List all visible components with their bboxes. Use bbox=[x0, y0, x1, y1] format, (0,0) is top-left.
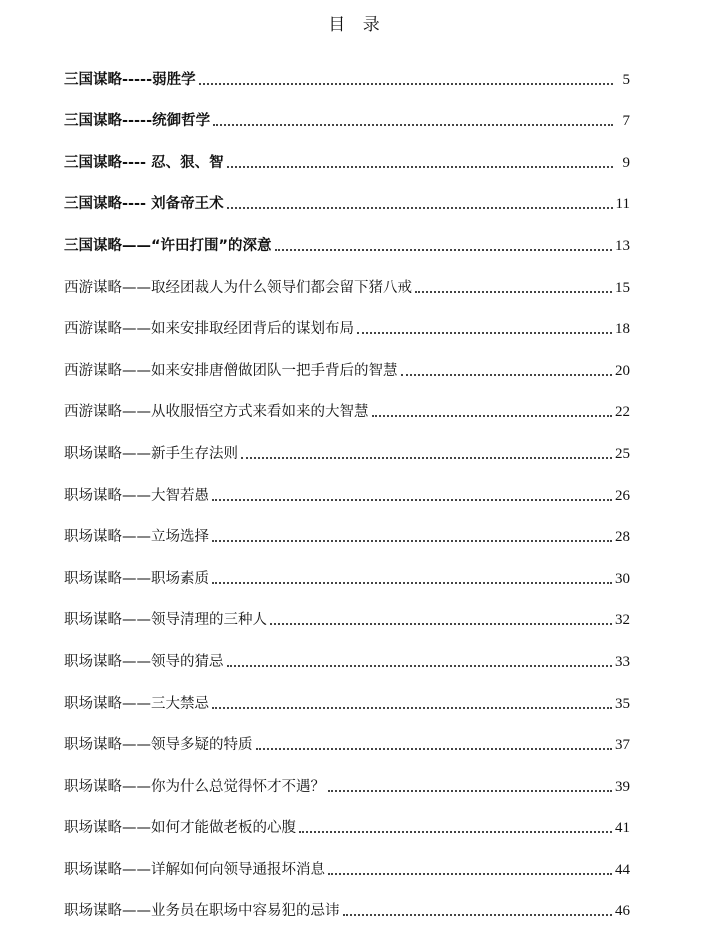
toc-page-number: 44 bbox=[615, 861, 630, 878]
toc-entry[interactable] bbox=[64, 797, 630, 839]
dot-leader bbox=[343, 914, 613, 916]
toc-page-number: 18 bbox=[615, 321, 630, 338]
toc-entry-title: 三国谋略---- 刘备帝王术 bbox=[64, 196, 224, 213]
toc-page-number: 9 bbox=[622, 154, 630, 171]
toc-entry-title: 职场谋略——你为什么总觉得怀才不遇？ bbox=[64, 778, 325, 795]
dot-leader bbox=[299, 831, 612, 833]
toc-entry[interactable] bbox=[64, 90, 630, 132]
toc-page-number: 41 bbox=[615, 820, 630, 837]
toc-page-number: 35 bbox=[615, 695, 630, 712]
toc-entry[interactable] bbox=[64, 422, 630, 464]
toc-entry[interactable] bbox=[64, 381, 630, 423]
toc-entry-title: 职场谋略——领导的猜忌 bbox=[64, 653, 224, 670]
toc-entry[interactable] bbox=[64, 173, 630, 215]
toc-entry-title: 西游谋略——从收服悟空方式来看如来的大智慧 bbox=[64, 404, 369, 421]
dot-leader bbox=[328, 790, 612, 792]
dot-leader bbox=[415, 291, 612, 293]
dot-leader bbox=[256, 748, 613, 750]
dot-leader bbox=[275, 249, 612, 251]
toc-entry-title: 职场谋略——领导多疑的特质 bbox=[64, 737, 253, 754]
dot-leader bbox=[270, 623, 612, 625]
toc-page-number: 39 bbox=[615, 778, 630, 795]
toc-entry-title: 职场谋略——大智若愚 bbox=[64, 487, 209, 504]
toc-entry-title: 职场谋略——立场选择 bbox=[64, 529, 209, 546]
toc-entry[interactable] bbox=[64, 506, 630, 548]
toc-entry[interactable] bbox=[64, 672, 630, 714]
toc-entry-title: 职场谋略——三大禁忌 bbox=[64, 695, 209, 712]
toc-page-number: 32 bbox=[615, 612, 630, 629]
toc-entry-title: 西游谋略——取经团裁人为什么领导们都会留下猪八戒 bbox=[64, 279, 412, 296]
dot-leader bbox=[357, 332, 612, 334]
toc-page-number: 11 bbox=[615, 196, 630, 213]
toc-entry-title: 西游谋略——如来安排取经团背后的谋划布局 bbox=[64, 321, 354, 338]
dot-leader bbox=[241, 457, 612, 459]
toc-list bbox=[64, 48, 630, 921]
dot-leader bbox=[227, 166, 613, 168]
toc-entry-title: 三国谋略-----统御哲学 bbox=[64, 113, 211, 130]
toc-entry-title: 三国谋略-----弱胜学 bbox=[64, 71, 196, 88]
toc-entry-title: 三国谋略---- 忍、狠、智 bbox=[64, 154, 224, 171]
toc-page-number: 37 bbox=[615, 737, 630, 754]
toc-entry[interactable] bbox=[64, 214, 630, 256]
toc-page-number: 20 bbox=[615, 362, 630, 379]
toc-entry[interactable] bbox=[64, 256, 630, 298]
toc-entry-title: 职场谋略——领导清理的三种人 bbox=[64, 612, 267, 629]
toc-page-number: 26 bbox=[615, 487, 630, 504]
dot-leader bbox=[213, 124, 613, 126]
dot-leader bbox=[372, 415, 613, 417]
dot-leader bbox=[212, 499, 612, 501]
toc-entry-title: 职场谋略——职场素质 bbox=[64, 570, 209, 587]
toc-page-number: 28 bbox=[615, 529, 630, 546]
toc-entry[interactable] bbox=[64, 630, 630, 672]
toc-entry-title: 三国谋略——“许田打围”的深意 bbox=[64, 237, 272, 254]
toc-entry-title: 职场谋略——如何才能做老板的心腹 bbox=[64, 820, 296, 837]
toc-page-number: 13 bbox=[615, 237, 630, 254]
toc-title: 目 录 bbox=[328, 15, 386, 35]
toc-page-number: 7 bbox=[622, 113, 630, 130]
toc-entry[interactable] bbox=[64, 755, 630, 797]
toc-page-number: 15 bbox=[615, 279, 630, 296]
toc-entry-title: 职场谋略——详解如何向领导通报坏消息 bbox=[64, 861, 325, 878]
dot-leader bbox=[199, 83, 613, 85]
toc-entry[interactable] bbox=[64, 589, 630, 631]
dot-leader bbox=[212, 540, 612, 542]
toc-entry[interactable] bbox=[64, 48, 630, 90]
dot-leader bbox=[227, 207, 613, 209]
toc-page-number: 33 bbox=[615, 653, 630, 670]
toc-entry[interactable] bbox=[64, 838, 630, 880]
dot-leader bbox=[328, 873, 612, 875]
toc-page-number: 25 bbox=[615, 445, 630, 462]
toc-entry[interactable] bbox=[64, 131, 630, 173]
toc-entry[interactable] bbox=[64, 880, 630, 922]
toc-entry-title: 职场谋略——新手生存法则 bbox=[64, 445, 238, 462]
toc-page-number: 46 bbox=[615, 903, 630, 920]
dot-leader bbox=[401, 374, 613, 376]
toc-entry[interactable] bbox=[64, 714, 630, 756]
toc-entry-title: 西游谋略——如来安排唐僧做团队一把手背后的智慧 bbox=[64, 362, 398, 379]
toc-page-number: 5 bbox=[622, 71, 630, 88]
toc-page-number: 22 bbox=[615, 404, 630, 421]
toc-entry[interactable] bbox=[64, 547, 630, 589]
toc-entry[interactable] bbox=[64, 339, 630, 381]
dot-leader bbox=[212, 707, 612, 709]
toc-entry[interactable] bbox=[64, 464, 630, 506]
dot-leader bbox=[227, 665, 613, 667]
toc-entry-title: 职场谋略——业务员在职场中容易犯的忌讳 bbox=[64, 903, 340, 920]
toc-entry[interactable] bbox=[64, 298, 630, 340]
toc-page-number: 30 bbox=[615, 570, 630, 587]
dot-leader bbox=[212, 582, 612, 584]
